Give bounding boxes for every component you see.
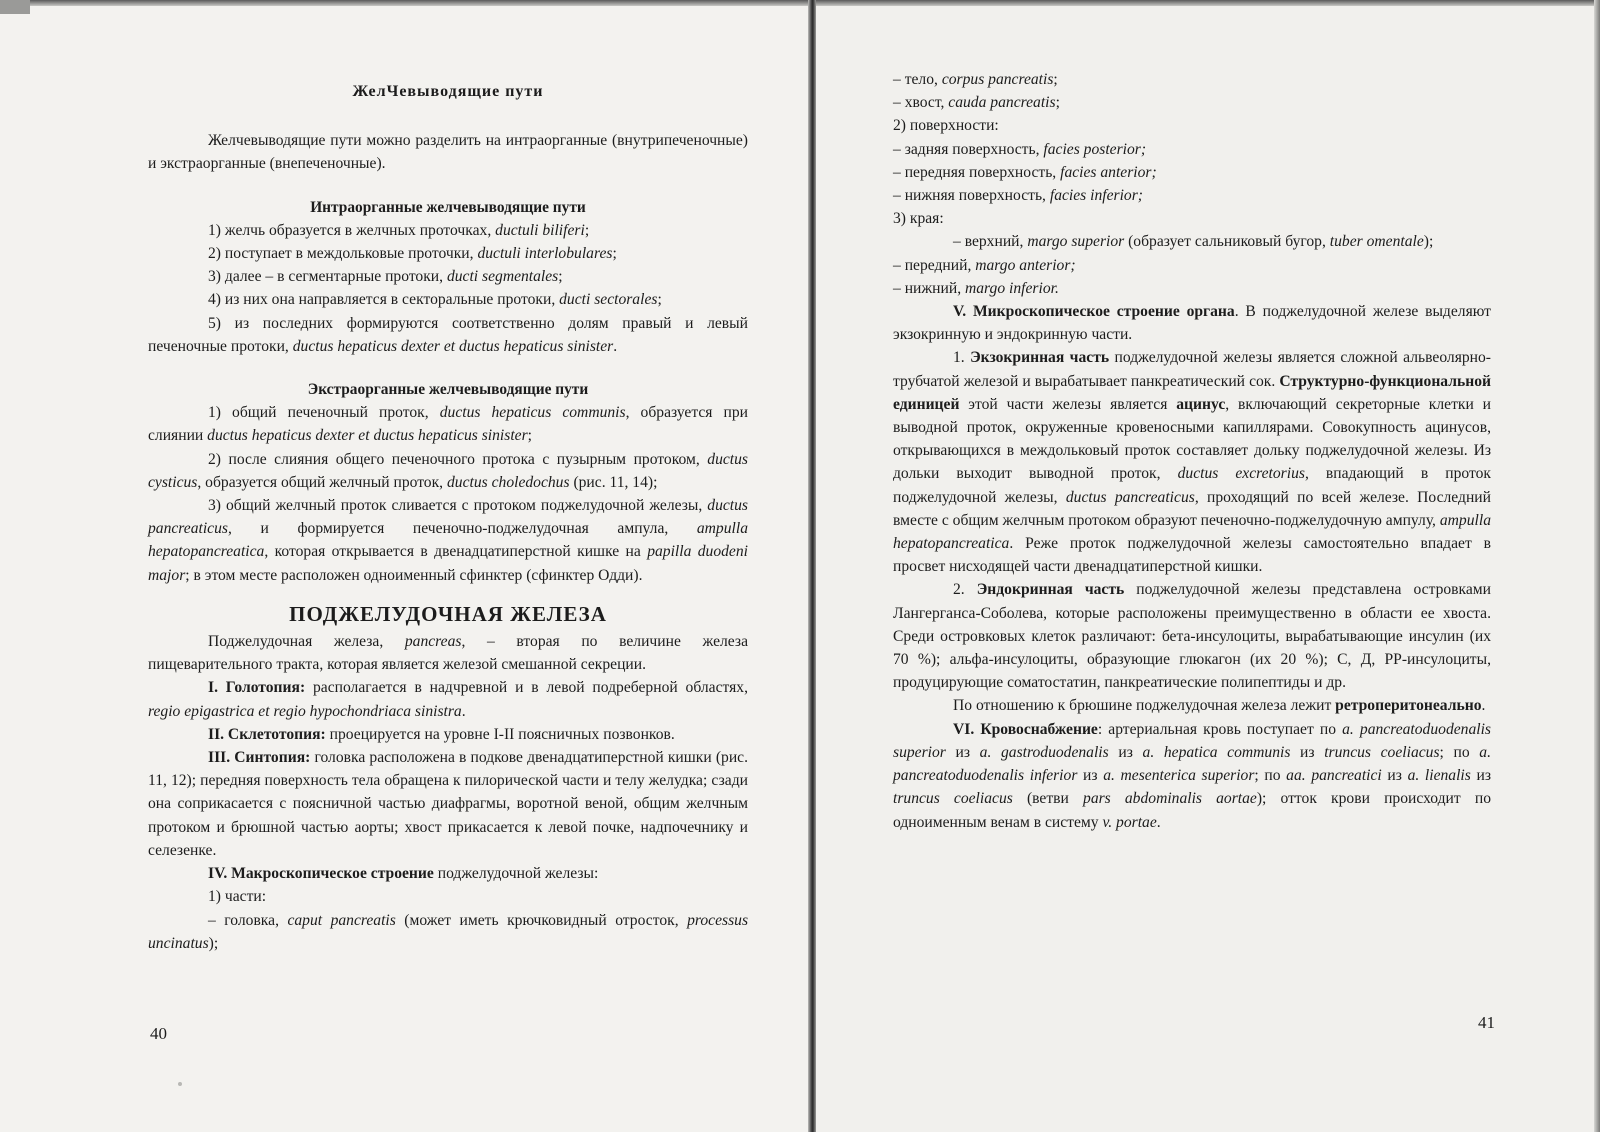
corner-mark bbox=[0, 0, 30, 14]
book-spine bbox=[808, 0, 816, 1132]
peritoneum-paragraph: По отношению к брюшине поджелудочная железа лежит ретроперитонеально. bbox=[953, 697, 1486, 715]
intra-item: 5) из последних формируются соответственно долям правый и левый печеночные протоки, ductus hepaticus dexter et ductus hepaticus sinister. bbox=[148, 314, 748, 355]
intra-heading: Интраорганные желчевыводящие пути bbox=[310, 198, 586, 216]
extra-item-1: 1) общий печеночный проток, ductus hepaticus communis, образуется при слиянии ductus hepaticus dexter et ductus hepaticus sinister; bbox=[148, 404, 749, 445]
list-item: – хвост, cauda pancreatis; bbox=[893, 94, 1060, 112]
blood-supply-paragraph: VI. Кровоснабжение: артериальная кровь поступает по a. pancreatoduodenalis superior из a. gastroduodenalis из a. hepatica communis из truncus coeliacus; по a. pancreatoduodenalis inferior из a. mesenterica superior; по aa. pancreatici из a. lienalis из truncus coeliacus (ветви pars abdominalis aortae); отток крови происходит по одноименным венам в систему v. portae. bbox=[893, 720, 1491, 831]
edge-item-lower: – нижний, margo inferior. bbox=[893, 279, 1059, 297]
golotopia-paragraph: I. Голотопия: располагается в надчревной и в левой подреберной областях, regio epigastrica et regio hypochondriaca sinistra. bbox=[148, 679, 748, 720]
skeletotopia-paragraph: II. Склетотопия: проецируется на уровне I-II поясничных позвонков. bbox=[208, 725, 675, 743]
exocrine-paragraph: 1. Экзокринная часть поджелудочной железы является сложной альвеолярно-трубчатой железой и вырабатывает панкреатический сок. Структурно-функциональной единицей этой части железы является ацинус, включающий секреторные клетки и выводной проток, окруженные кровеносными капиллярами. Совокупность ацинусов, открывающихся в междольковый проток составляет дольку поджелудочной железы. Из дольки выходит выводной проток, ductus excretorius, впадающий в проток поджелудочной железы, ductus pancreaticus, проходящий по всей железе. Последний вместе с общим желчным протоком образуют печеночно-поджелудочную ампулу, ampulla hepatopancreatica. Реже проток поджелудочной железы самостоятельно впадает в просвет нисходящей части двенадцатиперстной кишки. bbox=[893, 349, 1492, 576]
edge-item-upper: – верхний, margo superior (образует сальниковый бугор, tuber omentale); bbox=[953, 233, 1434, 251]
intra-item: 4) из них она направляется в секторальные протоки, ducti sectorales; bbox=[208, 291, 662, 309]
page-number-left: 40 bbox=[150, 1024, 167, 1043]
edge-item-front: – передний, margo anterior; bbox=[893, 256, 1076, 274]
list-item: – тело, corpus pancreatis; bbox=[893, 71, 1058, 88]
right-edge-shadow bbox=[1594, 0, 1600, 1132]
page-number-right: 41 bbox=[1478, 1013, 1495, 1032]
parts-label: 1) части: bbox=[208, 888, 267, 906]
surface-item: – задняя поверхность, facies posterior; bbox=[893, 140, 1147, 158]
scan-speck bbox=[178, 1082, 182, 1086]
surfaces-label: 2) поверхности: bbox=[893, 117, 999, 135]
top-edge-shadow bbox=[0, 0, 1600, 6]
right-text-column bbox=[893, 68, 1491, 834]
intra-item: 3) далее – в сегментарные протоки, ducti segmentales; bbox=[208, 268, 563, 286]
edges-label: 3) края: bbox=[893, 210, 944, 228]
endocrine-paragraph: 2. Эндокринная часть поджелудочной железы представлена островками Лангерганса-Соболева, которые расположены преимущественно в области ее хвоста. Среди островковых клеток различают: бета-инсулоциты, вырабатывающие инсулин (их 70 %); альфа-инсулоциты, образующие глюкагон (их 20 %); С, Д, РР-инсулоциты, продуцирующие соматостатин, панкреатические полипептиды и др. bbox=[893, 581, 1491, 692]
head-item: – головка, caput pancreatis (может иметь крючковидный отросток, processus uncinatus); bbox=[148, 911, 749, 952]
intra-item: 1) желчь образуется в желчных проточках, ductuli biliferi; bbox=[208, 221, 590, 239]
extra-heading: Экстраорганные желчевыводящие пути bbox=[307, 381, 589, 399]
micro-paragraph: V. Микроскопическое строение органа. В поджелудочной железе выделяют экзокринную и эндокринную части. bbox=[893, 303, 1491, 344]
surface-item: – передняя поверхность, facies anterior; bbox=[893, 163, 1157, 181]
intro-paragraph: Желчевыводящие пути можно разделить на интраорганные (внутрипеченочные) и экстраорганные (внепеченочные). bbox=[148, 132, 748, 173]
intra-item: 2) поступает в междольковые проточки, ductuli interlobulares; bbox=[208, 245, 617, 263]
pancreas-heading: ПОДЖЕЛУДОЧНАЯ ЖЕЛЕЗА bbox=[289, 601, 607, 626]
bile-ducts-heading: ЖелЧевыводящие пути bbox=[352, 83, 544, 100]
extra-item-2: 2) после слияния общего печеночного протока с пузырным протоком, ductus cysticus, образуется общий желчный проток, ductus choledochus (рис. 11, 14); bbox=[148, 450, 748, 491]
macro-paragraph: IV. Макроскопическое строение поджелудочной железы: bbox=[208, 865, 599, 883]
pancreas-intro: Поджелудочная железа, pancreas, – вторая по величине железа пищеварительного тракта, которая является железой смешанной секреции. bbox=[148, 633, 748, 674]
syntopia-paragraph: III. Синтопия: головка расположена в подкове двенадцатиперстной кишки (рис. 11, 12); передняя поверхность тела обращена к пилорической части и телу желудка; сзади она соприкасается с поясничной частью диафрагмы, воротной веной, общим желчным протоком и брюшной частью аорты; хвост прикасается к левой почке, надпочечнику и селезенке. bbox=[148, 749, 748, 859]
left-text-column bbox=[148, 80, 748, 955]
extra-item-3: 3) общий желчный проток сливается с протоком поджелудочной железы, ductus pancreaticus, и формируется печеночно-поджелудочная ампула, ampulla hepatopancreatica, которая открывается в двенадцатиперстной кишке на papilla duodeni major; в этом месте расположен одноименный сфинктер (сфинктер Одди). bbox=[148, 497, 748, 584]
surface-item: – нижняя поверхность, facies inferior; bbox=[893, 187, 1143, 205]
